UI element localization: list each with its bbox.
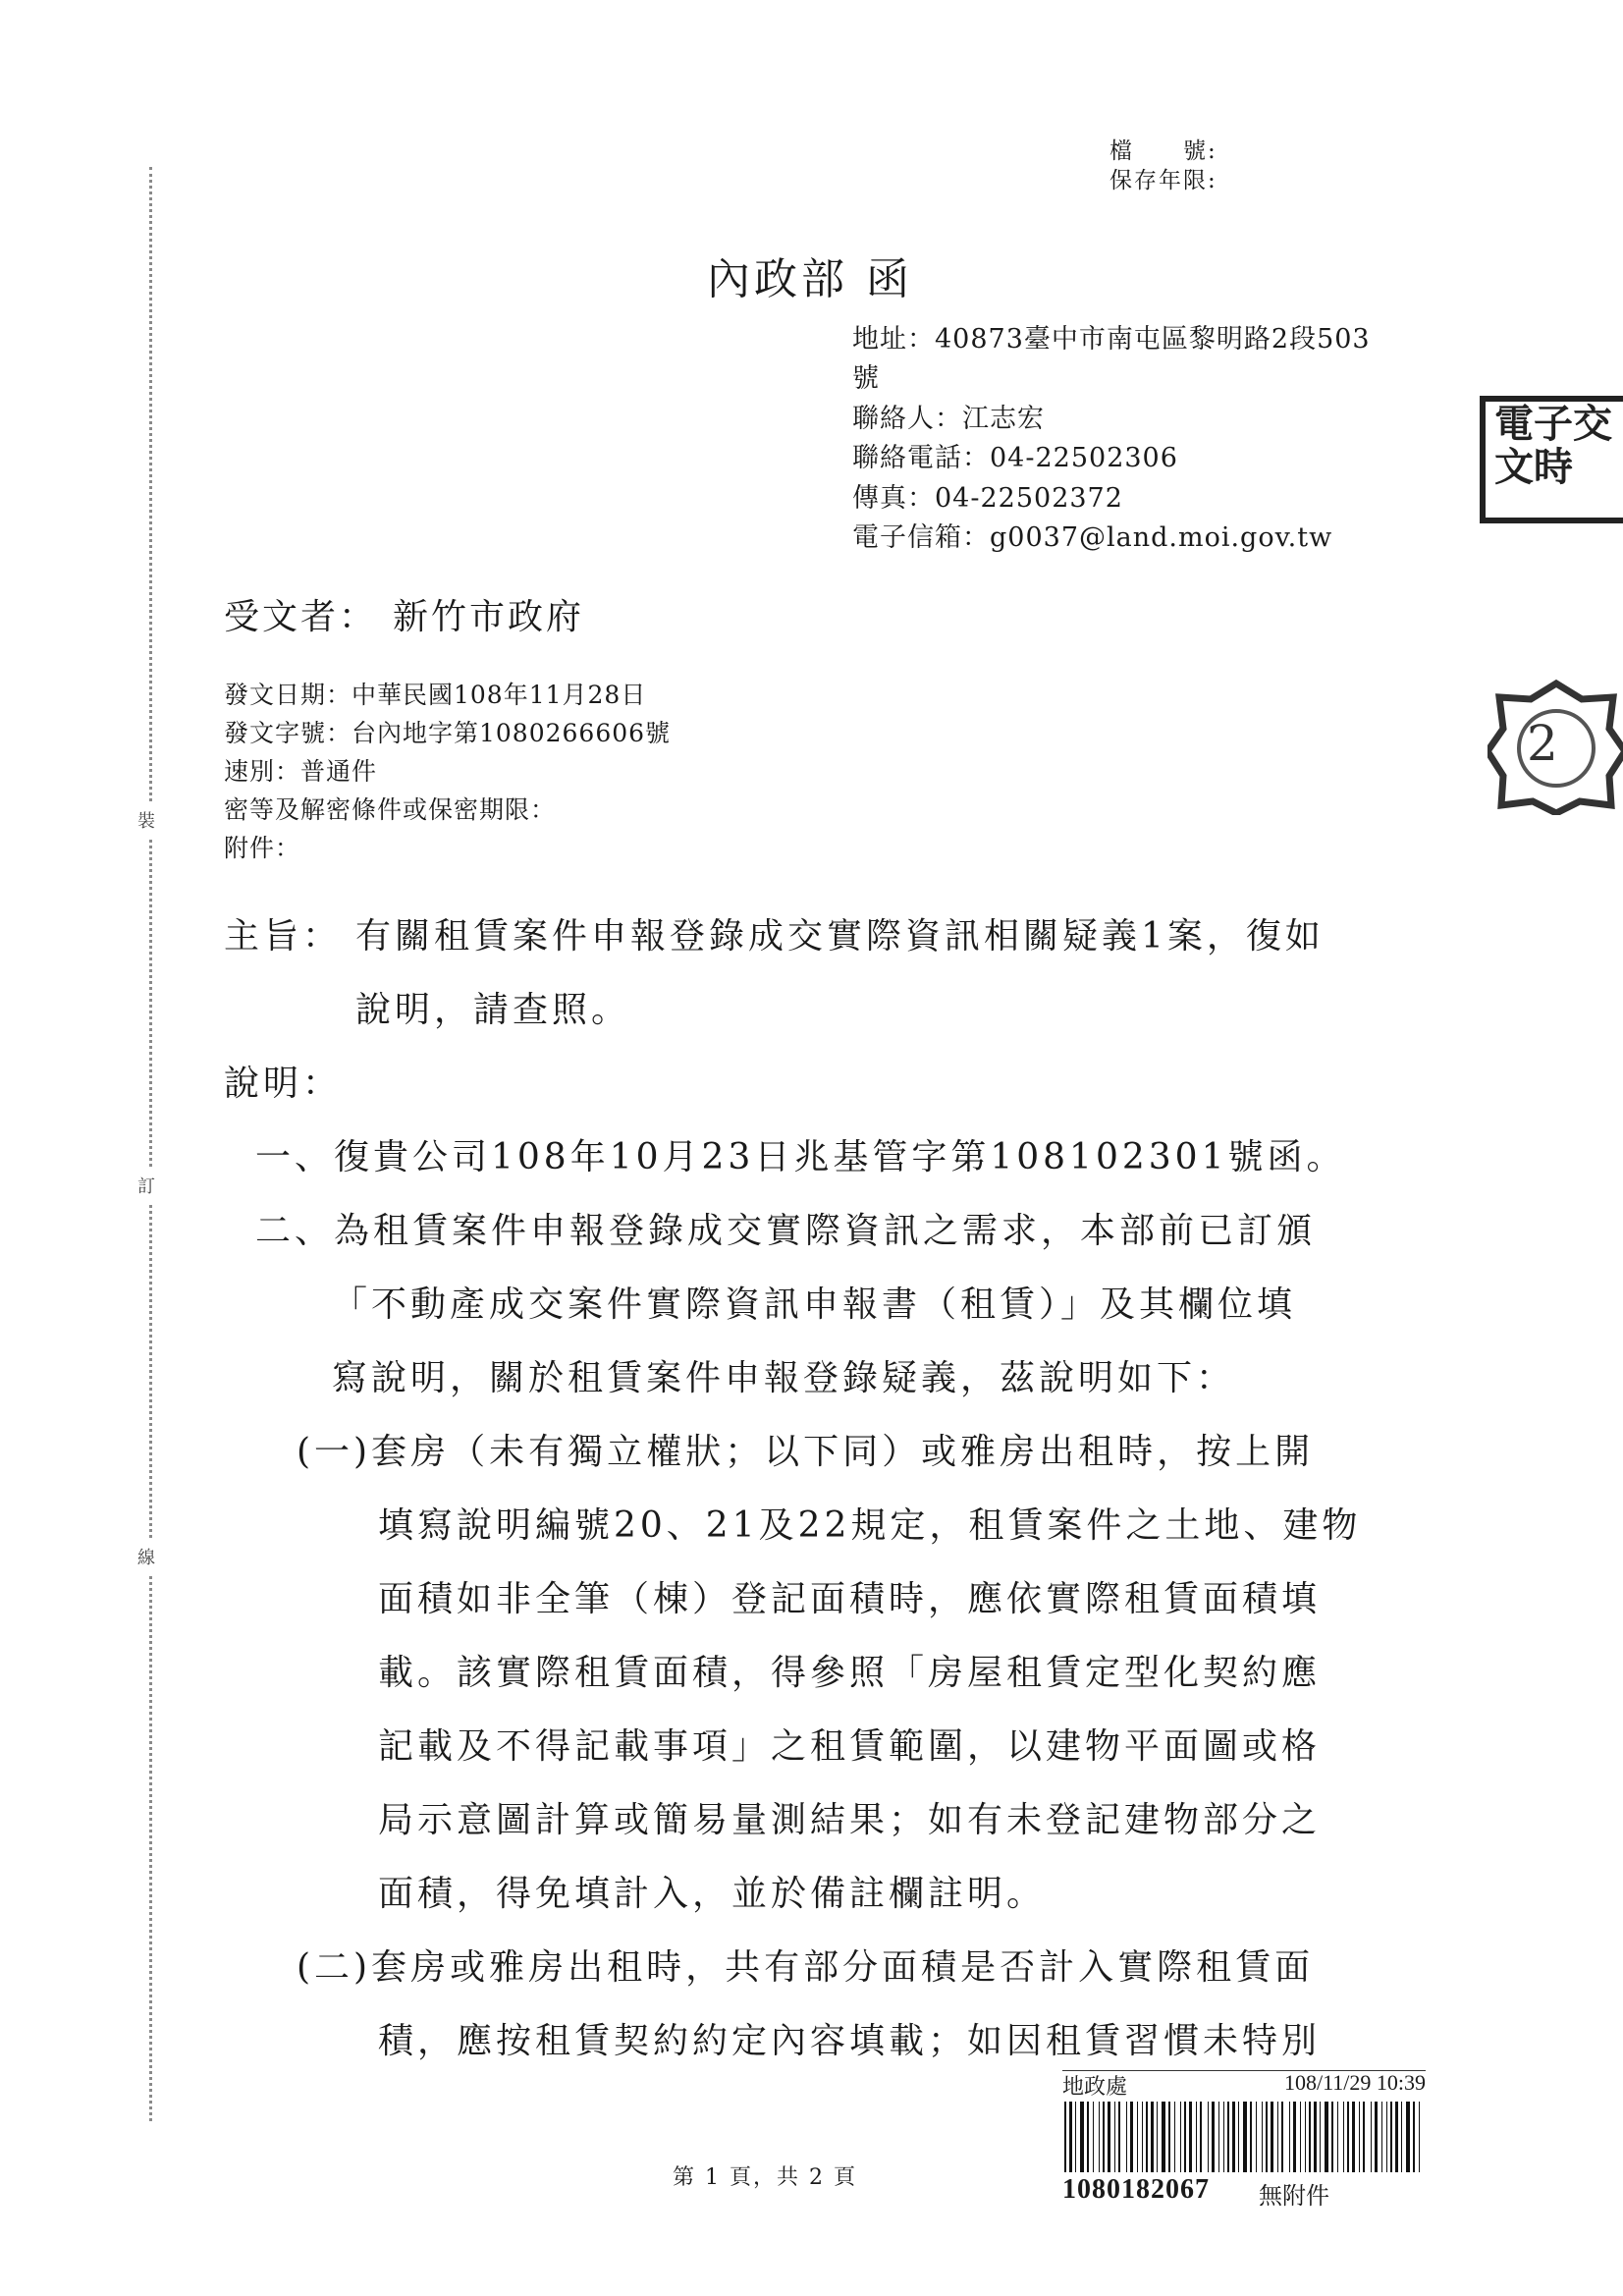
secrecy-level: 密等及解密條件或保密期限： — [224, 795, 557, 824]
sub-item-1-line-4: 載。該實際租賃面積，得參照「房屋租賃定型化契約應 — [378, 1653, 1322, 1693]
contact-phone: 聯絡電話：04-22502306 — [852, 443, 1178, 473]
sub-item-1-line-1: (一)套房（未有獨立權狀；以下同）或雅房出租時，按上開 — [297, 1432, 1315, 1472]
sub-item-1-line-3: 面積如非全筆（棟）登記面積時，應依實際租賃面積填 — [378, 1579, 1322, 1619]
sub-item-1-line-2: 填寫說明編號20、21及22規定，租賃案件之土地、建物 — [378, 1505, 1362, 1546]
explanation-label: 說明： — [224, 1064, 343, 1104]
stamp-datetime: 108/11/29 10:39 — [1283, 2070, 1426, 2095]
seal-page-mark: 2 — [1527, 715, 1558, 772]
document-number: 發文字號：台內地字第1080266606號 — [224, 719, 672, 747]
binding-char-zhuang: 裝 — [137, 803, 155, 837]
subject-label: 主旨： — [224, 916, 343, 957]
contact-email: 電子信箱：g0037@land.moi.gov.tw — [852, 522, 1333, 553]
delivery-speed: 速別：普通件 — [224, 757, 378, 786]
sub-item-1-line-5: 記載及不得記載事項」之租賃範圍，以建物平面圖或格 — [378, 1726, 1322, 1767]
subject-line-2: 說明，請查照。 — [355, 990, 631, 1030]
binding-char-ding: 訂 — [137, 1169, 155, 1202]
retention-period-label: 保存年限: — [1109, 168, 1217, 193]
recipient-label: 受文者： — [224, 597, 378, 637]
sub-item-2-line-2: 積，應按租賃契約約定內容填載；如因租賃習慣未特別 — [378, 2021, 1322, 2061]
contact-person: 聯絡人：江志宏 — [852, 404, 1045, 434]
stamp-attachment-note: 無附件 — [1259, 2182, 1329, 2210]
barcode-image — [1062, 2102, 1426, 2172]
document-title: 內政部 函 — [707, 254, 913, 304]
explanation-item-2-line-2: 「不動產成交案件實際資訊申報書（租賃）」及其欄位填 — [332, 1285, 1297, 1325]
received-stamp — [1062, 2070, 1426, 2208]
subject-line-1: 有關租賃案件申報登錄成交實際資訊相關疑義1案，復如 — [355, 916, 1325, 957]
issue-date: 發文日期：中華民國108年11月28日 — [224, 681, 647, 709]
binding-char-xian: 線 — [137, 1540, 155, 1573]
binding-dotted-line — [149, 167, 152, 2121]
stamp-number: 1080182067 — [1062, 2174, 1210, 2205]
address-line-2: 號 — [852, 363, 880, 394]
explanation-item-1: 一、復貴公司108年10月23日兆基管字第108102301號函。 — [255, 1137, 1346, 1177]
sub-item-1-line-7: 面積，得免填計入，並於備註欄註明。 — [378, 1874, 1047, 1914]
sub-item-1-line-6: 局示意圖計算或簡易量測結果；如有未登記建物部分之 — [378, 1800, 1322, 1840]
page-number: 第 1 頁，共 2 頁 — [673, 2165, 857, 2190]
contact-fax: 傳真：04-22502372 — [852, 483, 1123, 514]
sub-item-2-line-1: (二)套房或雅房出租時，共有部分面積是否計入實際租賃面 — [297, 1947, 1315, 1988]
stamp-department: 地政處 — [1062, 2074, 1128, 2099]
recipient-name: 新竹市政府 — [393, 597, 585, 637]
explanation-item-2-line-3: 寫說明，關於租賃案件申報登錄疑義，茲說明如下： — [332, 1358, 1236, 1398]
stamp-header — [1062, 2070, 1426, 2099]
file-number-label: 檔 號: — [1109, 138, 1217, 164]
address-line-1: 地址：40873臺中市南屯區黎明路2段503 — [852, 324, 1371, 355]
attachments: 附件： — [224, 834, 301, 862]
explanation-item-2-line-1: 二、為租賃案件申報登錄成交實際資訊之需求，本部前已訂頒 — [255, 1211, 1317, 1251]
electronic-seal-fragment — [1473, 391, 1623, 528]
seal-text: 電子交文時 — [1494, 401, 1612, 490]
received-seal-fragment — [1488, 678, 1623, 815]
